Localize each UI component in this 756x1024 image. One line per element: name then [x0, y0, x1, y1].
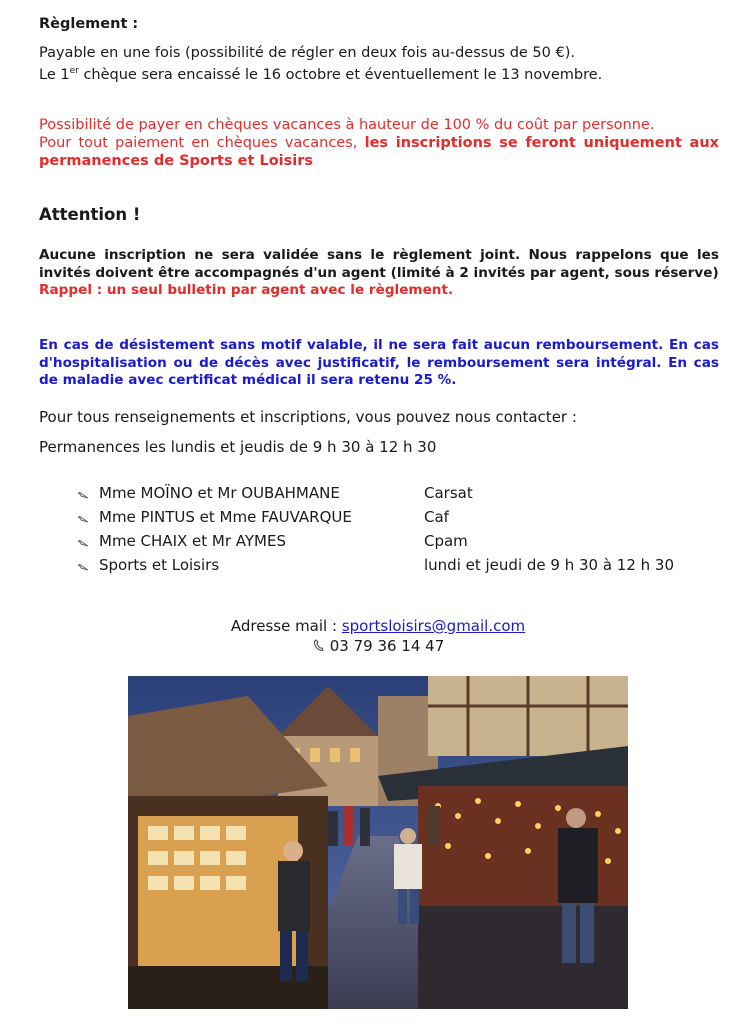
- reglement-line-2: [39, 62, 719, 84]
- mail-label: Adresse mail :: [230, 617, 342, 635]
- rappel-line: Rappel : un seul bulletin par agent avec le règlement.: [39, 282, 454, 298]
- contact-org: lundi et jeudi de 9 h 30 à 12 h 30: [424, 556, 675, 574]
- christmas-market-illustration: [128, 676, 628, 1009]
- contact-row: [39, 553, 719, 577]
- contact-org: Cpam: [424, 532, 468, 550]
- cheques-vacances-text: [39, 116, 719, 170]
- contact-row: [39, 481, 719, 505]
- christmas-market-photo: [128, 676, 628, 1009]
- desistement-paragraph: En cas de désistement sans motif valable, il ne sera fait aucun remboursement. En cas d'hospitalisation ou de décès avec justificatif, le remboursement sera intégral. En cas de maladie avec certificat médical il sera retenu 25 %.: [39, 337, 719, 388]
- mail-line: [0, 617, 756, 635]
- attention-paragraph: Aucune inscription ne sera validée sans le règlement joint. Nous rappelons que les invités doivent être accompagnés d'un agent (limité à 2 invités par agent, sous réserve): [39, 247, 719, 281]
- contact-org: Caf: [424, 508, 449, 526]
- pen-bullet-icon: [77, 505, 91, 529]
- pen-bullet-icon: [77, 529, 91, 553]
- phone-icon: [312, 638, 326, 652]
- contact-org: Carsat: [424, 484, 473, 502]
- contact-name: Mme PINTUS et Mme FAUVARQUE: [99, 508, 352, 526]
- reglement-line-1: Payable en une fois (possibilité de régler en deux fois au-dessus de 50 €).: [39, 45, 575, 61]
- cheques-line-2-bold: les inscriptions se feront uniquement aux permanences de Sports et Loisirs: [39, 135, 719, 169]
- phone-line: [0, 637, 756, 655]
- reglement-line-2-end: chèque sera encaissé le 16 octobre et éventuellement le 13 novembre.: [78, 66, 603, 83]
- cheques-line-1: Possibilité de payer en chèques vacances à hauteur de 100 % du coût par personne.: [39, 117, 655, 133]
- superscript-er: er: [69, 66, 79, 76]
- reglement-text: [39, 44, 719, 84]
- attention-block: [39, 247, 719, 300]
- pen-bullet-icon: [77, 481, 91, 505]
- permanences-text: Permanences les lundis et jeudis de 9 h 30 à 12 h 30: [39, 438, 437, 456]
- contact-intro: Pour tous renseignements et inscriptions, vous pouvez nous contacter :: [39, 408, 577, 426]
- cheques-line-2-normal: Pour tout paiement en chèques vacances,: [39, 135, 365, 151]
- contacts-list: [39, 481, 719, 577]
- phone-number: 03 79 36 14 47: [329, 637, 445, 655]
- reglement-line-2-start: Le 1: [39, 66, 70, 83]
- reglement-heading: Règlement :: [39, 16, 139, 32]
- contact-row: [39, 529, 719, 553]
- contact-name: Mme CHAIX et Mr AYMES: [99, 532, 286, 550]
- contact-name: Mme MOÏNO et Mr OUBAHMANE: [99, 484, 340, 502]
- contact-name: Sports et Loisirs: [99, 556, 220, 574]
- attention-heading: Attention !: [39, 205, 141, 224]
- pen-bullet-icon: [77, 553, 91, 577]
- mail-link[interactable]: sportsloisirs@gmail.com: [341, 617, 526, 635]
- cheques-line-2: [39, 134, 719, 170]
- contact-row: [39, 505, 719, 529]
